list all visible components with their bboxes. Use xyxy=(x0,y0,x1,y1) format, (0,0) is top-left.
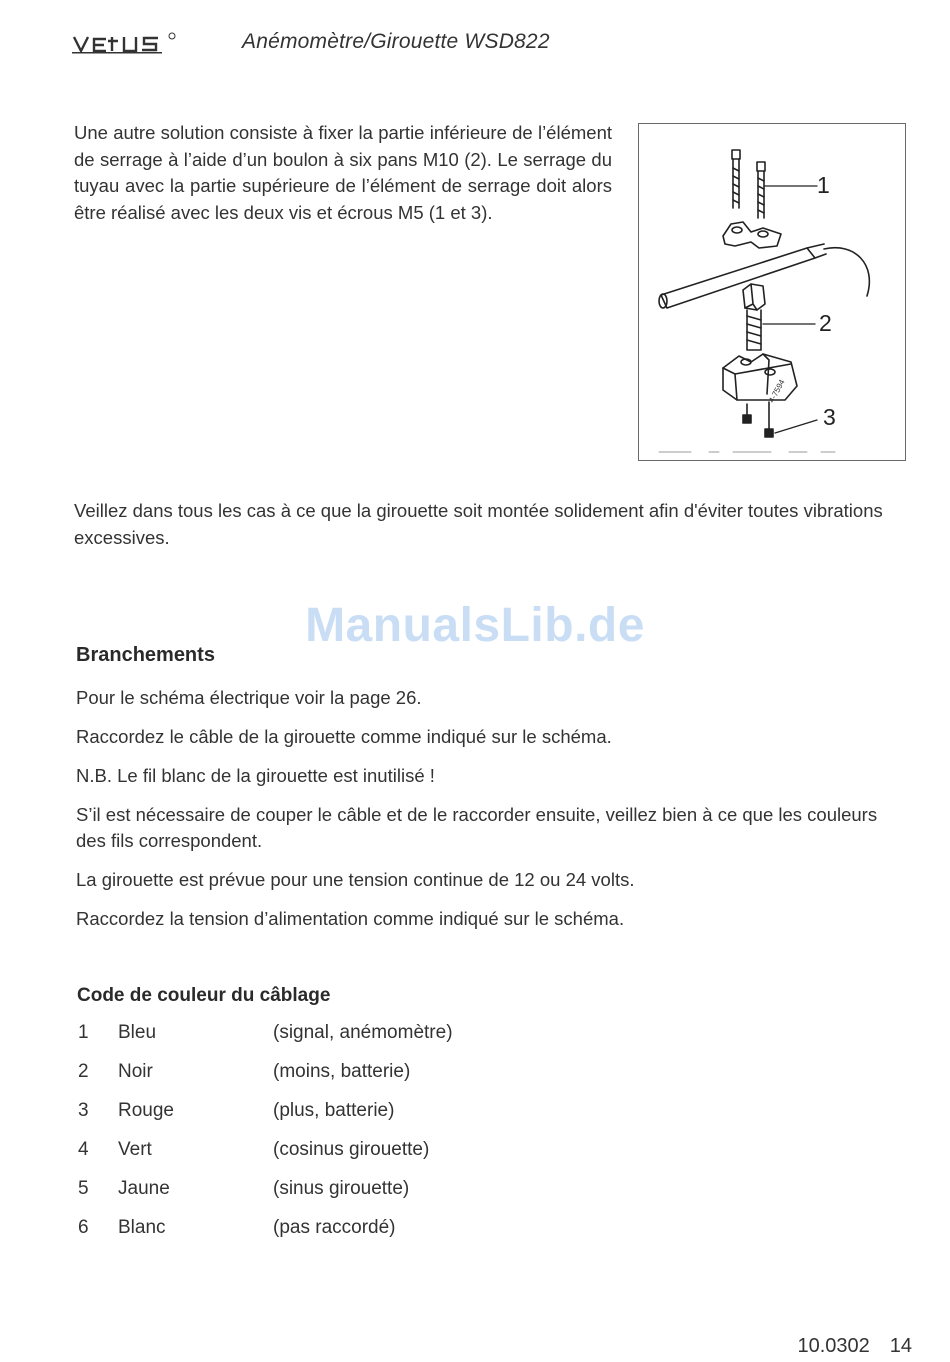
branchements-section xyxy=(76,685,912,945)
vibration-paragraph: Veillez dans tous les cas à ce que la girouette soit montée solidement afin d'éviter toutes vibrations excessives. xyxy=(74,500,883,548)
wire-function: (moins, batterie) xyxy=(273,1061,411,1082)
branchements-paragraph: Pour le schéma électrique voir la page 26. xyxy=(76,687,422,708)
branchements-paragraph: La girouette est prévue pour une tension continue de 12 ou 24 volts. xyxy=(76,869,635,890)
wire-color: Noir xyxy=(118,1061,153,1082)
page-footer xyxy=(777,1335,912,1358)
intro-paragraph: Une autre solution consiste à fixer la partie inférieure de l’élément de serrage à l’aide d’un boulon à six pans M10 (2). Le serrage du tuyau avec la partie supérieure de l’élément de serrage doit alors être réalisé avec les deux vis et écrous M5 (1 et 3). xyxy=(74,122,612,223)
m5-bolt-right-icon xyxy=(757,162,765,218)
wire-color: Rouge xyxy=(118,1100,174,1121)
callout-3: 3 xyxy=(823,404,836,430)
m5-bolt-left-icon xyxy=(732,150,740,208)
wire-function: (pas raccordé) xyxy=(273,1217,396,1238)
wire-function: (cosinus girouette) xyxy=(273,1139,430,1160)
wire-number: 3 xyxy=(78,1100,89,1121)
callout-2: 2 xyxy=(819,310,832,336)
m5-nut-left-icon xyxy=(743,404,751,423)
wire-number: 6 xyxy=(78,1217,89,1238)
m10-bolt-icon xyxy=(743,284,765,350)
document-number: 10.0302 xyxy=(797,1335,870,1357)
page-header xyxy=(72,26,672,60)
wire-function: (plus, batterie) xyxy=(273,1100,395,1121)
branchements-paragraph: Raccordez la tension d’alimentation comme indiqué sur le schéma. xyxy=(76,908,625,929)
m5-nut-right-icon xyxy=(765,402,773,437)
vetus-logo xyxy=(72,32,180,54)
wire-function: (sinus girouette) xyxy=(273,1178,410,1199)
wire-color: Bleu xyxy=(118,1022,157,1043)
mounting-diagram xyxy=(638,123,906,461)
branchements-paragraph: N.B. Le fil blanc de la girouette est inutilisé ! xyxy=(76,765,435,786)
wire-number: 5 xyxy=(78,1178,89,1199)
wire-color: Blanc xyxy=(118,1217,166,1238)
wire-color: Vert xyxy=(118,1139,152,1160)
watermark: ManualsLib.de xyxy=(305,599,645,652)
figure-code: 4-7594 xyxy=(767,377,787,405)
page-number: 14 xyxy=(889,1335,912,1357)
wire-color: Jaune xyxy=(118,1178,170,1199)
section-heading-wiring-code: Code de couleur du câblage xyxy=(77,985,331,1006)
branchements-paragraph: Raccordez le câble de la girouette comme indiqué sur le schéma. xyxy=(76,726,612,747)
wire-number: 4 xyxy=(78,1139,89,1160)
wire-function: (signal, anémomètre) xyxy=(273,1022,453,1043)
wire-number: 1 xyxy=(78,1022,89,1043)
branchements-paragraph: S’il est nécessaire de couper le câble et de le raccorder ensuite, veillez bien à ce que les couleurs des fils correspondent. xyxy=(76,804,878,851)
document-title: Anémomètre/Girouette WSD822 xyxy=(242,30,550,53)
wire-number: 2 xyxy=(78,1061,89,1082)
section-heading-branchements: Branchements xyxy=(76,644,215,666)
callout-1: 1 xyxy=(817,172,830,198)
